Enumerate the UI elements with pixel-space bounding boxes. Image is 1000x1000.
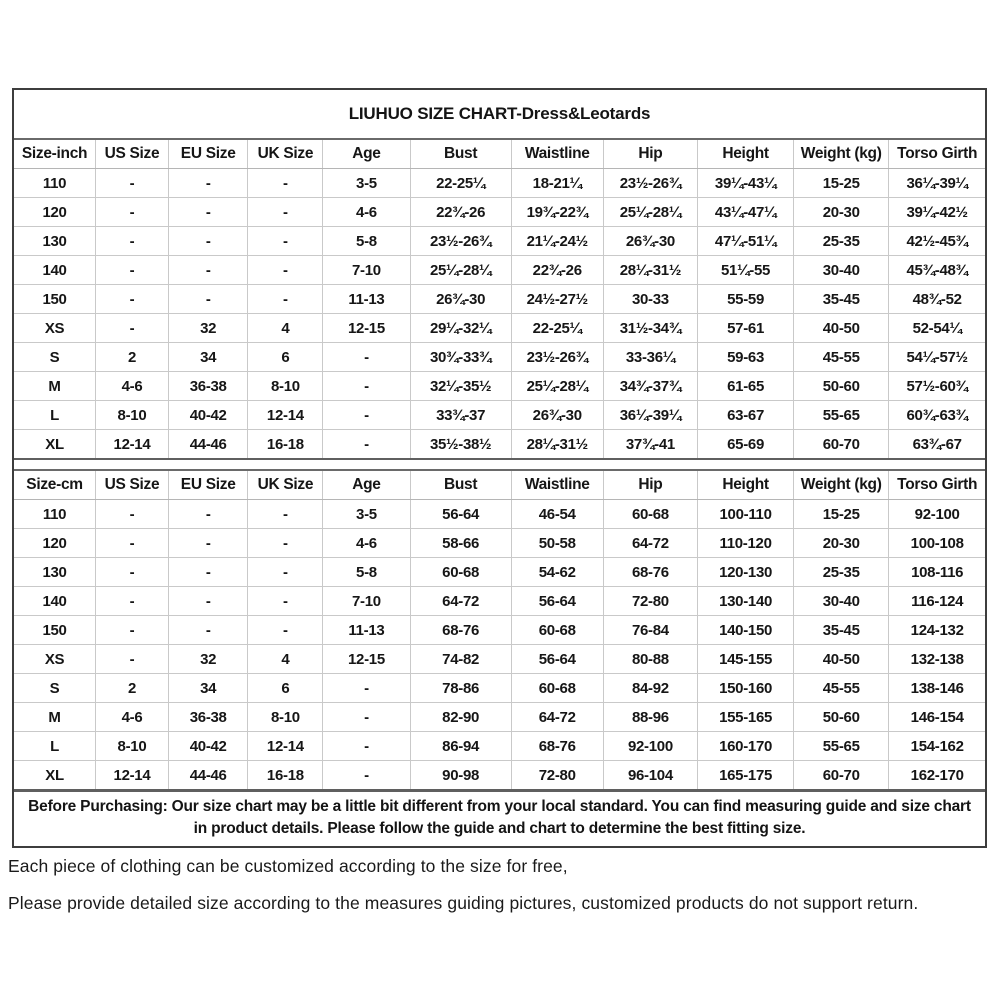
table-cell: 154-162 bbox=[889, 732, 985, 761]
column-header: Weight (kg) bbox=[794, 139, 889, 169]
table-row bbox=[14, 616, 985, 645]
table-row bbox=[14, 169, 985, 198]
column-header: Hip bbox=[603, 470, 697, 500]
table-cell: 7-10 bbox=[323, 587, 410, 616]
column-header: EU Size bbox=[168, 470, 248, 500]
table-cell: - bbox=[168, 227, 248, 256]
size-table-inch bbox=[14, 138, 985, 460]
table-cell: L bbox=[14, 732, 96, 761]
table-cell: 130-140 bbox=[698, 587, 794, 616]
table-cell: 68-76 bbox=[511, 732, 603, 761]
cm-table-header bbox=[14, 470, 985, 500]
table-cell: 45¾-48¾ bbox=[889, 256, 985, 285]
table-cell: - bbox=[248, 227, 323, 256]
table-row bbox=[14, 430, 985, 460]
table-row bbox=[14, 314, 985, 343]
table-row bbox=[14, 285, 985, 314]
table-cell: 32 bbox=[168, 645, 248, 674]
table-cell: 23½-26¾ bbox=[511, 343, 603, 372]
table-cell: 46-54 bbox=[511, 500, 603, 529]
table-cell: - bbox=[323, 430, 410, 460]
table-row bbox=[14, 198, 985, 227]
table-cell: 60¾-63¾ bbox=[889, 401, 985, 430]
table-cell: - bbox=[96, 645, 169, 674]
table-cell: 165-175 bbox=[698, 761, 794, 791]
table-cell: - bbox=[248, 616, 323, 645]
table-cell: 4-6 bbox=[96, 703, 169, 732]
table-cell: 84-92 bbox=[603, 674, 697, 703]
table-cell: 4-6 bbox=[323, 529, 410, 558]
table-row bbox=[14, 372, 985, 401]
table-cell: 68-76 bbox=[410, 616, 511, 645]
column-header: Torso Girth bbox=[889, 470, 985, 500]
table-cell: 76-84 bbox=[603, 616, 697, 645]
table-cell: 42½-45¾ bbox=[889, 227, 985, 256]
table-cell: 35-45 bbox=[794, 616, 889, 645]
table-cell: 23½-26¾ bbox=[603, 169, 697, 198]
table-cell: - bbox=[96, 285, 169, 314]
table-cell: - bbox=[168, 529, 248, 558]
table-cell: 18-21¼ bbox=[511, 169, 603, 198]
customization-note-line-1: Each piece of clothing can be customized according to the size for free, bbox=[8, 856, 568, 876]
table-cell: 52-54¼ bbox=[889, 314, 985, 343]
table-cell: 20-30 bbox=[794, 198, 889, 227]
table-cell: 65-69 bbox=[698, 430, 794, 460]
table-cell: 110 bbox=[14, 500, 96, 529]
table-cell: 162-170 bbox=[889, 761, 985, 791]
table-cell: - bbox=[168, 285, 248, 314]
table-cell: 92-100 bbox=[603, 732, 697, 761]
table-cell: 64-72 bbox=[511, 703, 603, 732]
table-cell: 64-72 bbox=[603, 529, 697, 558]
table-cell: - bbox=[323, 372, 410, 401]
table-cell: 26¾-30 bbox=[410, 285, 511, 314]
column-header: EU Size bbox=[168, 139, 248, 169]
table-cell: 36-38 bbox=[168, 372, 248, 401]
table-cell: XS bbox=[14, 645, 96, 674]
table-cell: 110-120 bbox=[698, 529, 794, 558]
table-cell: 44-46 bbox=[168, 430, 248, 460]
table-cell: 12-14 bbox=[248, 732, 323, 761]
table-cell: - bbox=[248, 529, 323, 558]
table-cell: 56-64 bbox=[511, 587, 603, 616]
table-cell: - bbox=[96, 616, 169, 645]
table-cell: - bbox=[96, 169, 169, 198]
table-cell: 120 bbox=[14, 529, 96, 558]
table-cell: 25-35 bbox=[794, 558, 889, 587]
table-cell: 34 bbox=[168, 343, 248, 372]
table-cell: 63¾-67 bbox=[889, 430, 985, 460]
table-cell: - bbox=[248, 169, 323, 198]
table-cell: 47¼-51¼ bbox=[698, 227, 794, 256]
table-cell: 155-165 bbox=[698, 703, 794, 732]
table-cell: 60-68 bbox=[410, 558, 511, 587]
table-cell: 22¾-26 bbox=[410, 198, 511, 227]
table-cell: 132-138 bbox=[889, 645, 985, 674]
table-cell: 33¾-37 bbox=[410, 401, 511, 430]
table-cell: 150-160 bbox=[698, 674, 794, 703]
table-cell: 12-14 bbox=[248, 401, 323, 430]
table-cell: 33-36¼ bbox=[603, 343, 697, 372]
table-cell: XL bbox=[14, 430, 96, 460]
table-cell: - bbox=[168, 616, 248, 645]
cm-table-body bbox=[14, 500, 985, 791]
table-cell: 3-5 bbox=[323, 500, 410, 529]
table-cell: 4-6 bbox=[96, 372, 169, 401]
table-row bbox=[14, 558, 985, 587]
table-cell: - bbox=[323, 732, 410, 761]
table-cell: 54¼-57½ bbox=[889, 343, 985, 372]
table-cell: - bbox=[323, 761, 410, 791]
table-cell: - bbox=[96, 256, 169, 285]
table-cell: 15-25 bbox=[794, 169, 889, 198]
table-cell: 22-25¼ bbox=[511, 314, 603, 343]
table-cell: 145-155 bbox=[698, 645, 794, 674]
table-cell: 86-94 bbox=[410, 732, 511, 761]
table-divider-gap bbox=[14, 460, 985, 469]
table-cell: 30-33 bbox=[603, 285, 697, 314]
table-cell: 54-62 bbox=[511, 558, 603, 587]
column-header: Age bbox=[323, 470, 410, 500]
table-cell: 72-80 bbox=[603, 587, 697, 616]
table-cell: - bbox=[96, 227, 169, 256]
table-cell: - bbox=[96, 198, 169, 227]
table-cell: 50-60 bbox=[794, 703, 889, 732]
table-cell: 16-18 bbox=[248, 761, 323, 791]
table-cell: 25-35 bbox=[794, 227, 889, 256]
table-row bbox=[14, 343, 985, 372]
table-row bbox=[14, 732, 985, 761]
column-header: Weight (kg) bbox=[794, 470, 889, 500]
table-cell: 12-15 bbox=[323, 314, 410, 343]
table-cell: 4 bbox=[248, 645, 323, 674]
table-cell: 8-10 bbox=[96, 401, 169, 430]
table-cell: 100-108 bbox=[889, 529, 985, 558]
table-cell: 22¾-26 bbox=[511, 256, 603, 285]
table-cell: 138-146 bbox=[889, 674, 985, 703]
column-header: US Size bbox=[96, 470, 169, 500]
table-row bbox=[14, 529, 985, 558]
table-cell: 60-68 bbox=[511, 674, 603, 703]
table-cell: 96-104 bbox=[603, 761, 697, 791]
table-cell: 34¾-37¾ bbox=[603, 372, 697, 401]
table-cell: 72-80 bbox=[511, 761, 603, 791]
table-cell: 3-5 bbox=[323, 169, 410, 198]
table-cell: - bbox=[168, 169, 248, 198]
table-cell: 32¼-35½ bbox=[410, 372, 511, 401]
table-cell: 140-150 bbox=[698, 616, 794, 645]
column-header: Bust bbox=[410, 470, 511, 500]
table-cell: 11-13 bbox=[323, 616, 410, 645]
table-cell: 124-132 bbox=[889, 616, 985, 645]
column-header: UK Size bbox=[248, 139, 323, 169]
table-cell: 116-124 bbox=[889, 587, 985, 616]
table-cell: 21¼-24½ bbox=[511, 227, 603, 256]
table-cell: 30-40 bbox=[794, 256, 889, 285]
table-cell: - bbox=[323, 703, 410, 732]
table-cell: M bbox=[14, 372, 96, 401]
table-cell: 78-86 bbox=[410, 674, 511, 703]
table-cell: - bbox=[96, 587, 169, 616]
table-row bbox=[14, 256, 985, 285]
table-cell: 58-66 bbox=[410, 529, 511, 558]
table-cell: 19¾-22¾ bbox=[511, 198, 603, 227]
table-cell: 40-50 bbox=[794, 314, 889, 343]
table-cell: - bbox=[248, 198, 323, 227]
table-cell: 6 bbox=[248, 674, 323, 703]
table-cell: 26¾-30 bbox=[603, 227, 697, 256]
table-cell: 29¼-32¼ bbox=[410, 314, 511, 343]
table-cell: - bbox=[96, 314, 169, 343]
table-cell: 30-40 bbox=[794, 587, 889, 616]
table-cell: - bbox=[96, 500, 169, 529]
table-cell: 11-13 bbox=[323, 285, 410, 314]
customization-note-line-2: Please provide detailed size according to the measures guiding pictures, customized products do not support return. bbox=[8, 893, 919, 913]
table-cell: 5-8 bbox=[323, 227, 410, 256]
table-cell: 36¼-39¼ bbox=[603, 401, 697, 430]
inch-table-body bbox=[14, 169, 985, 460]
table-cell: 2 bbox=[96, 674, 169, 703]
column-header: Waistline bbox=[511, 139, 603, 169]
table-row bbox=[14, 645, 985, 674]
table-cell: 40-42 bbox=[168, 401, 248, 430]
table-cell: 45-55 bbox=[794, 674, 889, 703]
table-cell: - bbox=[248, 558, 323, 587]
table-row bbox=[14, 703, 985, 732]
table-cell: XL bbox=[14, 761, 96, 791]
table-cell: 160-170 bbox=[698, 732, 794, 761]
table-cell: 39¼-43¼ bbox=[698, 169, 794, 198]
table-cell: 68-76 bbox=[603, 558, 697, 587]
table-cell: 40-42 bbox=[168, 732, 248, 761]
table-cell: 88-96 bbox=[603, 703, 697, 732]
column-header: Height bbox=[698, 470, 794, 500]
table-cell: 8-10 bbox=[248, 703, 323, 732]
table-cell: 37¾-41 bbox=[603, 430, 697, 460]
table-cell: 90-98 bbox=[410, 761, 511, 791]
table-cell: - bbox=[168, 587, 248, 616]
table-cell: 61-65 bbox=[698, 372, 794, 401]
table-cell: 36-38 bbox=[168, 703, 248, 732]
table-cell: - bbox=[96, 558, 169, 587]
table-cell: 25¼-28¼ bbox=[511, 372, 603, 401]
table-cell: 63-67 bbox=[698, 401, 794, 430]
table-cell: 140 bbox=[14, 256, 96, 285]
table-cell: 12-15 bbox=[323, 645, 410, 674]
table-cell: 8-10 bbox=[96, 732, 169, 761]
inch-table-header bbox=[14, 139, 985, 169]
table-cell: 55-65 bbox=[794, 401, 889, 430]
column-header: Age bbox=[323, 139, 410, 169]
table-cell: 40-50 bbox=[794, 645, 889, 674]
table-cell: 120 bbox=[14, 198, 96, 227]
table-cell: 28¼-31½ bbox=[603, 256, 697, 285]
size-chart-title: LIUHUO SIZE CHART-Dress&Leotards bbox=[348, 104, 651, 123]
table-cell: 60-68 bbox=[603, 500, 697, 529]
table-cell: 35-45 bbox=[794, 285, 889, 314]
table-cell: 80-88 bbox=[603, 645, 697, 674]
table-cell: 60-70 bbox=[794, 761, 889, 791]
column-header: Height bbox=[698, 139, 794, 169]
table-row bbox=[14, 587, 985, 616]
table-cell: 74-82 bbox=[410, 645, 511, 674]
table-cell: L bbox=[14, 401, 96, 430]
table-cell: 55-65 bbox=[794, 732, 889, 761]
table-cell: 110 bbox=[14, 169, 96, 198]
table-cell: 25¼-28¼ bbox=[410, 256, 511, 285]
table-cell: 92-100 bbox=[889, 500, 985, 529]
table-cell: S bbox=[14, 343, 96, 372]
table-cell: 22-25¼ bbox=[410, 169, 511, 198]
table-cell: - bbox=[168, 256, 248, 285]
table-cell: 44-46 bbox=[168, 761, 248, 791]
table-cell: - bbox=[168, 558, 248, 587]
table-cell: 24½-27½ bbox=[511, 285, 603, 314]
table-cell: 35½-38½ bbox=[410, 430, 511, 460]
table-cell: 48¾-52 bbox=[889, 285, 985, 314]
table-cell: 2 bbox=[96, 343, 169, 372]
table-row bbox=[14, 500, 985, 529]
table-cell: - bbox=[323, 401, 410, 430]
table-cell: 6 bbox=[248, 343, 323, 372]
table-cell: - bbox=[323, 674, 410, 703]
table-cell: 26¾-30 bbox=[511, 401, 603, 430]
table-cell: 51¼-55 bbox=[698, 256, 794, 285]
table-cell: - bbox=[323, 343, 410, 372]
table-cell: 56-64 bbox=[410, 500, 511, 529]
table-cell: 130 bbox=[14, 558, 96, 587]
header-row bbox=[14, 139, 985, 169]
column-header: Hip bbox=[603, 139, 697, 169]
column-header: US Size bbox=[96, 139, 169, 169]
size-table-cm bbox=[14, 469, 985, 791]
table-cell: 16-18 bbox=[248, 430, 323, 460]
table-cell: 23½-26¾ bbox=[410, 227, 511, 256]
table-cell: 36¼-39¼ bbox=[889, 169, 985, 198]
table-row bbox=[14, 761, 985, 791]
table-cell: 34 bbox=[168, 674, 248, 703]
table-cell: 120-130 bbox=[698, 558, 794, 587]
table-cell: 15-25 bbox=[794, 500, 889, 529]
table-cell: 28¼-31½ bbox=[511, 430, 603, 460]
table-row bbox=[14, 674, 985, 703]
table-cell: M bbox=[14, 703, 96, 732]
table-cell: - bbox=[248, 256, 323, 285]
table-cell: 25¼-28¼ bbox=[603, 198, 697, 227]
column-header: UK Size bbox=[248, 470, 323, 500]
table-cell: 8-10 bbox=[248, 372, 323, 401]
table-cell: 50-58 bbox=[511, 529, 603, 558]
table-cell: 146-154 bbox=[889, 703, 985, 732]
table-cell: - bbox=[248, 587, 323, 616]
table-cell: - bbox=[248, 285, 323, 314]
table-cell: 100-110 bbox=[698, 500, 794, 529]
table-cell: 55-59 bbox=[698, 285, 794, 314]
table-cell: 150 bbox=[14, 616, 96, 645]
table-cell: 59-63 bbox=[698, 343, 794, 372]
table-cell: 43¼-47¼ bbox=[698, 198, 794, 227]
table-cell: 57-61 bbox=[698, 314, 794, 343]
table-cell: 108-116 bbox=[889, 558, 985, 587]
header-row bbox=[14, 470, 985, 500]
column-header: Torso Girth bbox=[889, 139, 985, 169]
column-header: Waistline bbox=[511, 470, 603, 500]
table-cell: 57½-60¾ bbox=[889, 372, 985, 401]
table-cell: 60-68 bbox=[511, 616, 603, 645]
table-row bbox=[14, 227, 985, 256]
table-cell: 4 bbox=[248, 314, 323, 343]
table-cell: 140 bbox=[14, 587, 96, 616]
column-header: Bust bbox=[410, 139, 511, 169]
size-chart-box bbox=[12, 88, 987, 848]
table-cell: - bbox=[248, 500, 323, 529]
table-cell: 31½-34¾ bbox=[603, 314, 697, 343]
table-cell: 130 bbox=[14, 227, 96, 256]
table-cell: 7-10 bbox=[323, 256, 410, 285]
table-cell: 30¾-33¾ bbox=[410, 343, 511, 372]
table-cell: 45-55 bbox=[794, 343, 889, 372]
table-cell: 12-14 bbox=[96, 430, 169, 460]
table-cell: - bbox=[168, 198, 248, 227]
table-cell: 56-64 bbox=[511, 645, 603, 674]
column-header: Size-inch bbox=[14, 139, 96, 169]
table-cell: 32 bbox=[168, 314, 248, 343]
table-cell: 12-14 bbox=[96, 761, 169, 791]
table-cell: XS bbox=[14, 314, 96, 343]
table-cell: - bbox=[96, 529, 169, 558]
table-cell: 20-30 bbox=[794, 529, 889, 558]
table-cell: 60-70 bbox=[794, 430, 889, 460]
column-header: Size-cm bbox=[14, 470, 96, 500]
table-cell: 150 bbox=[14, 285, 96, 314]
table-cell: 64-72 bbox=[410, 587, 511, 616]
table-cell: 5-8 bbox=[323, 558, 410, 587]
before-purchasing-note: Before Purchasing: Our size chart may be a little bit different from your local standard. You can find measuring guide and size chart in product details. Please follow the guide and chart to determine the best fitting size. bbox=[14, 791, 985, 846]
table-cell: 39¼-42½ bbox=[889, 198, 985, 227]
table-cell: S bbox=[14, 674, 96, 703]
table-cell: 4-6 bbox=[323, 198, 410, 227]
table-cell: 50-60 bbox=[794, 372, 889, 401]
table-cell: - bbox=[168, 500, 248, 529]
table-row bbox=[14, 401, 985, 430]
table-cell: 82-90 bbox=[410, 703, 511, 732]
